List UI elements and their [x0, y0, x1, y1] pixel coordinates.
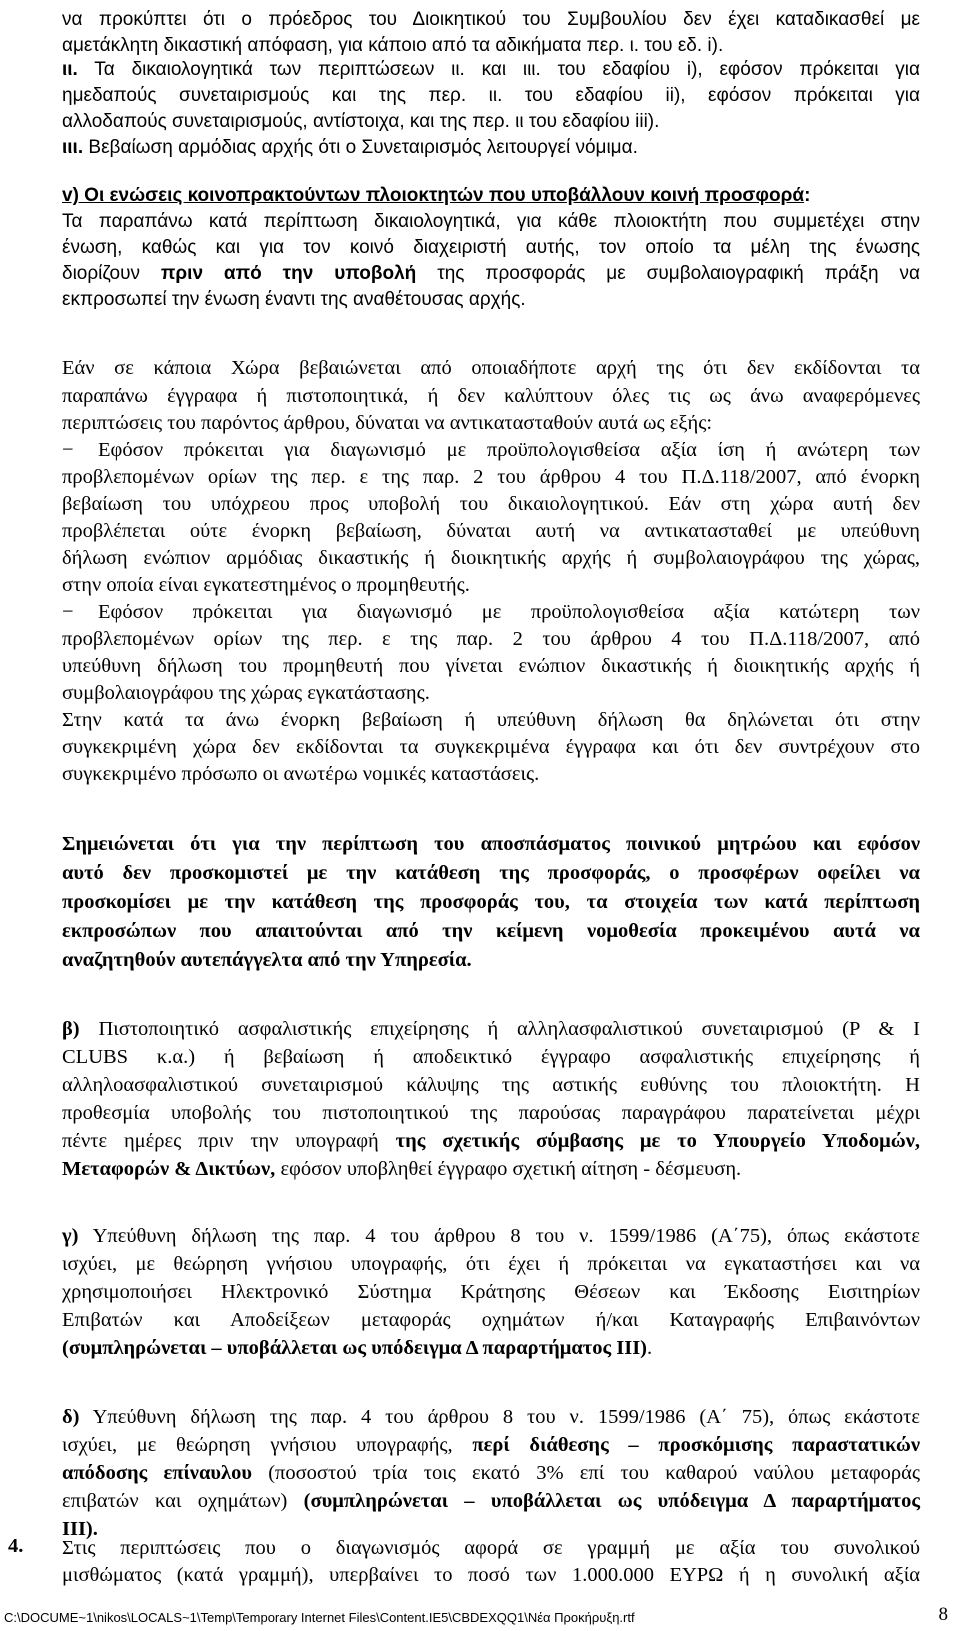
text-line: περιπτώσεις του παρόντος άρθρου, δύναται να αντικατασταθούν αυτά ως εξής:	[62, 412, 713, 434]
text-line: προβλεπομένων ορίων της περ. ε της παρ. 2 του άρθρου 4 του Π.Δ.118/2007, από	[62, 628, 920, 650]
text-line: υπεύθυνη δήλωση του προμηθευτή που γίνεται ενώπιον δικαστικής ή διοικητικής αρχής ή	[62, 655, 920, 677]
text-line: Εάν σε κάποια Χώρα βεβαιώνεται από οποιαδήποτε αρχή της ότι δεν εκδίδονται τα	[62, 357, 920, 379]
note-line: αναζητηθούν αυτεπάγγελτα από την Υπηρεσία.	[62, 949, 472, 971]
note-line: αυτό δεν προσκομιστεί με την κατάθεση της προσφοράς, ο προσφέρων οφείλει να	[62, 862, 920, 884]
text-line: πέντε ημέρες πριν την υπογραφή της σχετικής σύμβασης με το Υπουργείο Υποδομών,	[62, 1130, 920, 1152]
text-line: Μεταφορών & Δικτύων, εφόσον υποβληθεί έγγραφο σχετική αίτηση - δέσμευση.	[62, 1158, 742, 1180]
note-line: Σημειώνεται ότι για την περίπτωση του αποσπάσματος ποινικού μητρώου και εφόσον	[62, 833, 920, 855]
text-line: απόδοσης επίναυλου (ποσοστού τρία τοις εκατό 3% επί του καθαρού ναύλου μεταφοράς	[62, 1462, 920, 1484]
text-line: προβλέπεται ούτε ένορκη βεβαίωση, δύναται αυτή να αντικατασταθεί με υπεύθυνη	[62, 520, 920, 542]
text-line: δήλωση ενώπιον αρμόδιας δικαστικής ή διοικητικής αρχής ή συμβολαιογράφου της χώρας,	[62, 547, 920, 569]
text-line: χρησιμοποιήσει Ηλεκτρονικό Σύστημα Κράτησης Θέσεων και Έκδοσης Εισιτηρίων	[62, 1281, 920, 1303]
text-line: ΙΙΙ).	[62, 1518, 98, 1540]
text-line: παραπάνω έγγραφα ή πιστοποιητικά, ή δεν καλύπτουν όλες τις ως άνω αναφερόμενες	[62, 385, 920, 407]
bullet-line: − Εφόσον πρόκειται για διαγωνισμό με προϋπολογισθείσα αξία ίση ή ανώτερη των	[62, 439, 920, 461]
text-line: β) Πιστοποιητικό ασφαλιστικής επιχείρησης ή αλληλασφαλιστικού συνεταιρισμού (P & I	[62, 1018, 920, 1040]
dash-bullet: −	[62, 439, 74, 461]
text-line: Τα παραπάνω κατά περίπτωση δικαιολογητικά, για κάθε πλοιοκτήτη που συμμετέχει στην	[62, 211, 920, 232]
text-line: επιβατών και οχημάτων) (συμπληρώνεται – υποβάλλεται ως υπόδειγμα Δ παραρτήματος	[62, 1490, 920, 1512]
text-line: Επιβατών και Αποδείξεων μεταφοράς οχημάτων ή/και Καταγραφής Επιβαινόντων	[62, 1309, 920, 1331]
page-number: 8	[938, 1604, 948, 1625]
text-line: διορίζουν πριν από την υποβολή της προσφοράς με συμβολαιογραφική πράξη να	[62, 263, 920, 284]
text-line: αμετάκλητη δικαστική απόφαση, για κάποιο από τα αδικήματα περ. ι. του εδ. i).	[62, 35, 724, 56]
text-line: ένωση, καθώς και για τον κοινό διαχειριστή αυτής, τον οποίο τα μέλη της ένωσης	[62, 237, 920, 258]
item-number: 4.	[8, 1535, 24, 1557]
text-line: αλλοδαπούς συνεταιρισμούς, αντίστοιχα, και της περ. ιι του εδαφίου iii).	[62, 111, 660, 132]
text-line: Στις περιπτώσεις που ο διαγωνισμός αφορά σε γραμμή με αξία του συνολικού	[62, 1537, 920, 1559]
text-line: εκπροσωπεί την ένωση έναντι της αναθέτουσας αρχής.	[62, 289, 526, 310]
text-line: στην οποία είναι εγκατεστημένος ο προμηθευτής.	[62, 574, 470, 596]
text-line: ημεδαπούς συνεταιρισμούς και της περ. ιι. του εδαφίου ii), εφόσον πρόκειται για	[62, 85, 920, 106]
text-line: συγκεκριμένο πρόσωπο οι ανωτέρω νομικές καταστάσεις.	[62, 763, 540, 785]
bullet-line: − Εφόσον πρόκειται για διαγωνισμό με προϋπολογισθείσα αξία κατώτερη των	[62, 601, 920, 623]
text-line: προθεσμία υποβολής του πιστοποιητικού της παρούσας παραγράφου παρατείνεται μέχρι	[62, 1102, 920, 1124]
footer-file-path: C:\DOCUME~1\nikos\LOCALS~1\Temp\Temporary Internet Files\Content.IE5\CBDEXQQ1\Νέα Προκήρυξη.rtf	[4, 1610, 635, 1625]
text-line: να προκύπτει ότι ο πρόεδρος του Διοικητικού του Συμβουλίου δεν έχει καταδικασθεί με	[62, 9, 920, 30]
section-heading: v) Οι ενώσεις κοινοπρακτούντων πλοιοκτητών που υποβάλλουν κοινή προσφορά:	[62, 185, 811, 206]
dash-bullet: −	[62, 601, 74, 623]
text-line: συμβολαιογράφου της χώρας εγκατάστασης.	[62, 682, 430, 704]
text-line: συγκεκριμένη χώρα δεν εκδίδονται τα συγκεκριμένα έγγραφα και ότι δεν συντρέχουν στο	[62, 736, 920, 758]
text-line: ισχύει, με θεώρηση γνήσιου υπογραφής, ότι έχει ή πρόκειται να εγκαταστήσει και να	[62, 1253, 920, 1275]
text-line: (συμπληρώνεται – υποβάλλεται ως υπόδειγμα Δ παραρτήματος ΙΙΙ).	[62, 1337, 653, 1359]
text-line: Στην κατά τα άνω ένορκη βεβαίωση ή υπεύθυνη δήλωση θα δηλώνεται ότι στην	[62, 709, 920, 731]
text-line: CLUBS κ.α.) ή βεβαίωση ή αποδεικτικό έγγραφο ασφαλιστικής επιχείρησης ή	[62, 1046, 920, 1068]
text-line: ιιι. Βεβαίωση αρμόδιας αρχής ότι ο Συνεταιρισμός λειτουργεί νόμιμα.	[62, 137, 638, 158]
text-line: μισθώματος (κατά γραμμή), υπερβαίνει το ποσό των 1.000.000 ΕΥΡΩ ή η συνολική αξία	[62, 1564, 920, 1586]
text-line: δ) Υπεύθυνη δήλωση της παρ. 4 του άρθρου 8 του ν. 1599/1986 (Α΄ 75), όπως εκάστοτε	[62, 1406, 920, 1428]
text-line: προβλεπομένων ορίων της περ. ε της παρ. 2 του άρθρου 4 του Π.Δ.118/2007, από ένορκη	[62, 466, 920, 488]
text-line: ιι. Τα δικαιολογητικά των περιπτώσεων ιι. και ιιι. του εδαφίου i), εφόσον πρόκειται για	[62, 59, 920, 80]
text-line: γ) Υπεύθυνη δήλωση της παρ. 4 του άρθρου 8 του ν. 1599/1986 (Α΄75), όπως εκάστοτε	[62, 1225, 920, 1247]
note-line: εκπροσώπων που απαιτούνται από την κείμενη νομοθεσία προκειμένου αυτά να	[62, 920, 920, 942]
text-line: ισχύει, με θεώρηση γνήσιου υπογραφής, περί διάθεσης – προσκόμισης παραστατικών	[62, 1434, 920, 1456]
text-line: αλληλοασφαλιστικού συνεταιρισμού κάλυψης της αστικής ευθύνης του πλοιοκτήτη. Η	[62, 1074, 920, 1096]
text-line: βεβαίωση του υπόχρεου προς υποβολή του δικαιολογητικού. Εάν στη χώρα αυτή δεν	[62, 493, 920, 515]
note-line: προσκομίσει με την κατάθεση της προσφοράς του, τα στοιχεία των κατά περίπτωση	[62, 891, 920, 913]
